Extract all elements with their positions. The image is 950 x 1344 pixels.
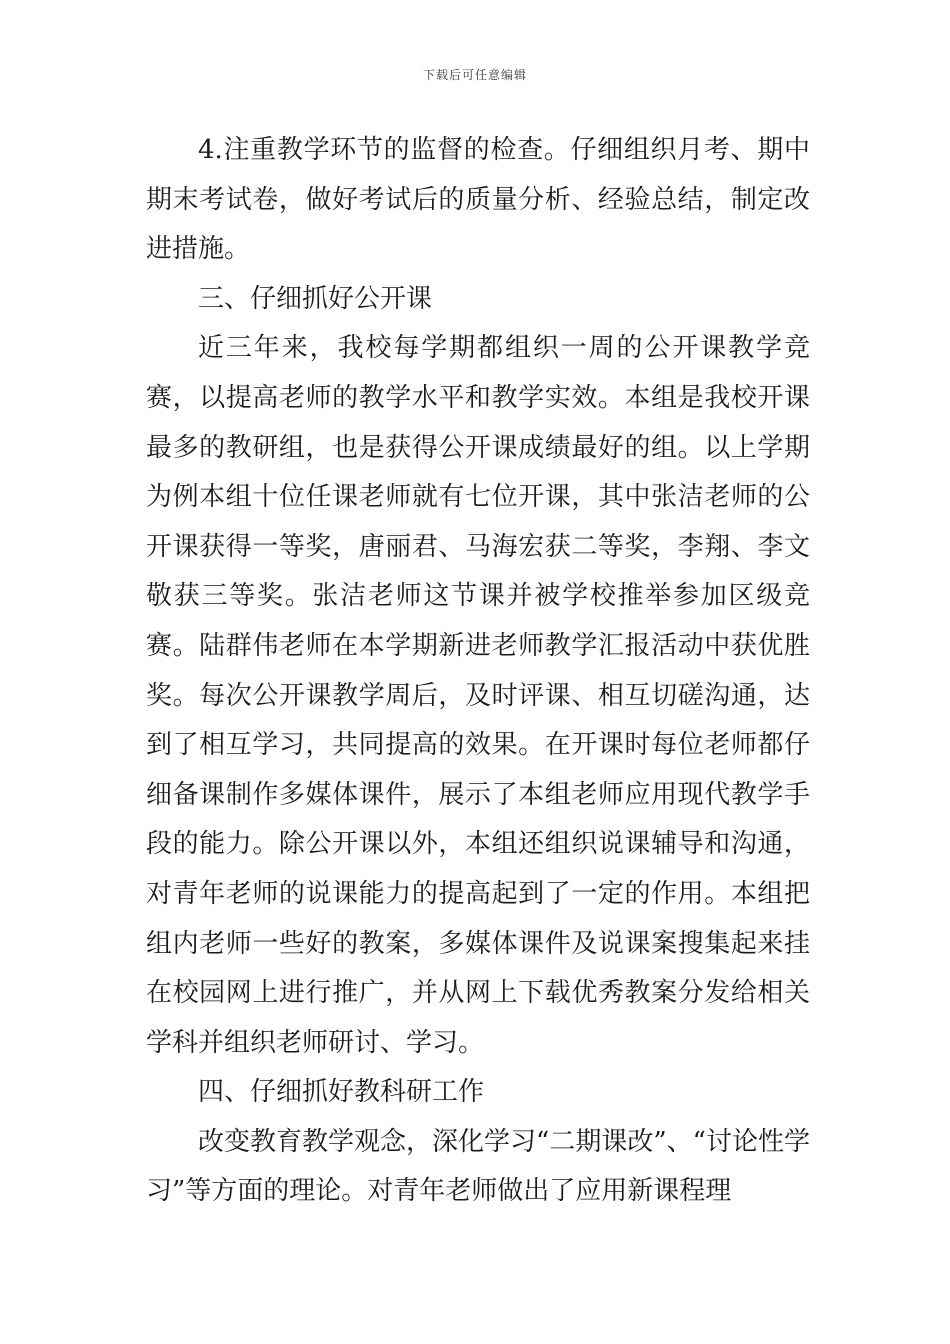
section-heading-4: 四、仔细抓好教科研工作 — [198, 1077, 485, 1108]
paragraph-open-class: 近三年来，我校每学期都组织一周的公开课教学竞赛，以提高老师的教学水平和教学实效。本组是我校开课最多的教研组，也是获得公开课成绩最好的组。以上学期为例本组十位任课老师就有七位开课，其中张洁老师的公开课获得一等奖，唐丽君、马海宏获二等奖，李翔、李文敬获三等奖。张洁老师这节课并被学校推举参加区级竞赛。陆群伟老师在本学期新进老师教学汇报活动中获优胜奖。每次公开课教学周后，及时评课、相互切磋沟通，达到了相互学习，共同提高的效果。在开课时每位老师都仔细备课制作多媒体课件，展示了本组老师应用现代教学手段的能力。除公开课以外，本组还组织说课辅导和沟通，对青年老师的说课能力的提高起到了一定的作用。本组把组内老师一些好的教案，多媒体课件及说课案搜集起来挂在校园网上进行推广，并从网上下载优秀教案分发给相关学科并组织老师研讨、学习。 — [146, 333, 810, 1058]
paragraph-research: 改变教育教学观念，深化学习“二期课改”、“讨论性学习”等方面的理论。对青年老师做出了应用新课程理 — [146, 1126, 810, 1207]
paragraph-item-4: 4.注重教学环节的监督的检查。仔细组织月考、期中期末考试卷，做好考试后的质量分析、经验总结，制定改进措施。 — [146, 135, 810, 265]
header-note: 下载后可任意编辑 — [422, 68, 527, 82]
document-body — [146, 126, 810, 1217]
section-heading-3: 三、仔细抓好公开课 — [198, 283, 433, 314]
